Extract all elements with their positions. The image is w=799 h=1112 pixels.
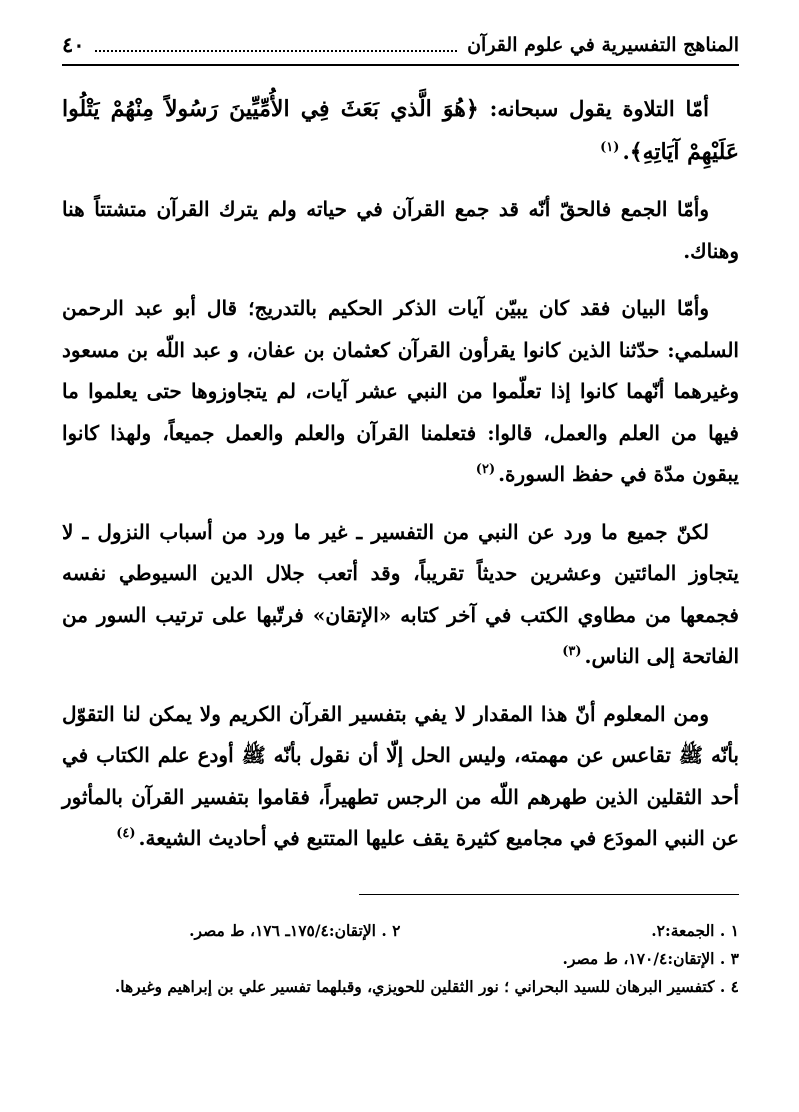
footnote-row xyxy=(62,973,739,1001)
paragraph-1-end: . xyxy=(622,138,630,164)
footnote-ref-4[interactable]: (٤) xyxy=(116,826,136,842)
paragraph-4 xyxy=(62,512,739,678)
footnote-2: ٢ . الإتقان:١٧٥/٤ـ ١٧٦، ط مصر. xyxy=(189,920,401,940)
footnote-ref-1[interactable]: (١) xyxy=(600,139,620,155)
page-number: ٤٠ xyxy=(62,32,85,57)
paragraph-1 xyxy=(62,88,739,173)
paragraph-5 xyxy=(62,694,739,860)
paragraph-2 xyxy=(62,189,739,272)
running-header xyxy=(62,30,739,66)
paragraph-1-text: أمّا التلاوة يقول سبحانه: xyxy=(478,96,709,121)
paragraph-3-text: وأمّا البيان فقد كان يبيّن آيات الذكر الحكيم بالتدريج؛ قال أبو عبد الرحمن السلمي: حدّثنا الذين كانوا يقرأون القرآن كعثمان بن عفان، و عبد اللّه بن مسعود وغيرهما أنّهما كانوا إذا تعلّموا من النبي عشر آيات، لم يتجاوزوها حتى يعلموا ما فيها من العلم والعمل، قالوا: فتعلمنا القرآن والعلم والعمل جميعاً، ولهذا كانوا يبقون مدّة في حفظ السورة. xyxy=(62,296,739,486)
footnote-1: ١ . الجمعة:٢. xyxy=(651,920,739,940)
footnote-row xyxy=(62,945,739,973)
running-title: المناهج التفسيرية في علوم القرآن xyxy=(467,34,739,56)
footnote-separator xyxy=(359,894,739,895)
footnote-ref-3[interactable]: (٣) xyxy=(562,644,582,660)
document-page xyxy=(62,30,739,1001)
paragraph-5-text: ومن المعلوم أنّ هذا المقدار لا يفي بتفسير القرآن الكريم ولا يمكن لنا التقوّل بأنّه ﷺ تقاعس عن مهمته، وليس الحل إلّا أن نقول بأنّه ﷺ أودع علم الكتاب في أحد الثقلين الذين طهرهم اللّه من الرجس تطهيراً، فقاموا بتفسير القرآن بالمأثور عن النبي المودَع في مجاميع كثيرة يقف عليها المتتبع في أحاديث الشيعة. xyxy=(62,701,739,850)
quran-verse: ﴿هُوَ الَّذي بَعَثَ فِي الأُمِّيِّينَ رَسُولاً مِنْهُمْ يَتْلُوا عَلَيْهِمْ آيَاتِهِ﴾ xyxy=(62,96,739,165)
paragraph-2-text: وأمّا الجمع فالحقّ أنّه قد جمع القرآن في حياته ولم يترك القرآن متشتتاً هنا وهناك. xyxy=(62,197,739,263)
paragraph-3 xyxy=(62,288,739,496)
footnote-ref-2[interactable]: (٢) xyxy=(475,462,496,478)
footnote-4: ٤ . كتفسير البرهان للسيد البحراني ؛ نور الثقلين للحويزي، وقبلهما تفسير علي بن إبراهيم وغيرها. xyxy=(114,976,739,996)
footnote-3: ٣ . الإتقان:١٧٠/٤، ط مصر. xyxy=(562,948,739,968)
paragraph-4-text: لكنّ جميع ما ورد عن النبي من التفسير ـ غير ما ورد من أسباب النزول ـ لا يتجاوز المائتين وعشرين حديثاً تقريباً، وقد أتعب جلال الدين السيوطي نفسه فجمعها من مطاوي الكتب في آخر كتابه «الإتقان» فرتّبها على ترتيب السور من الفاتحة إلى الناس. xyxy=(62,519,739,668)
footnotes xyxy=(62,917,739,1001)
header-dot-leader xyxy=(95,50,458,52)
main-text xyxy=(62,88,739,860)
footnote-row xyxy=(62,917,739,945)
